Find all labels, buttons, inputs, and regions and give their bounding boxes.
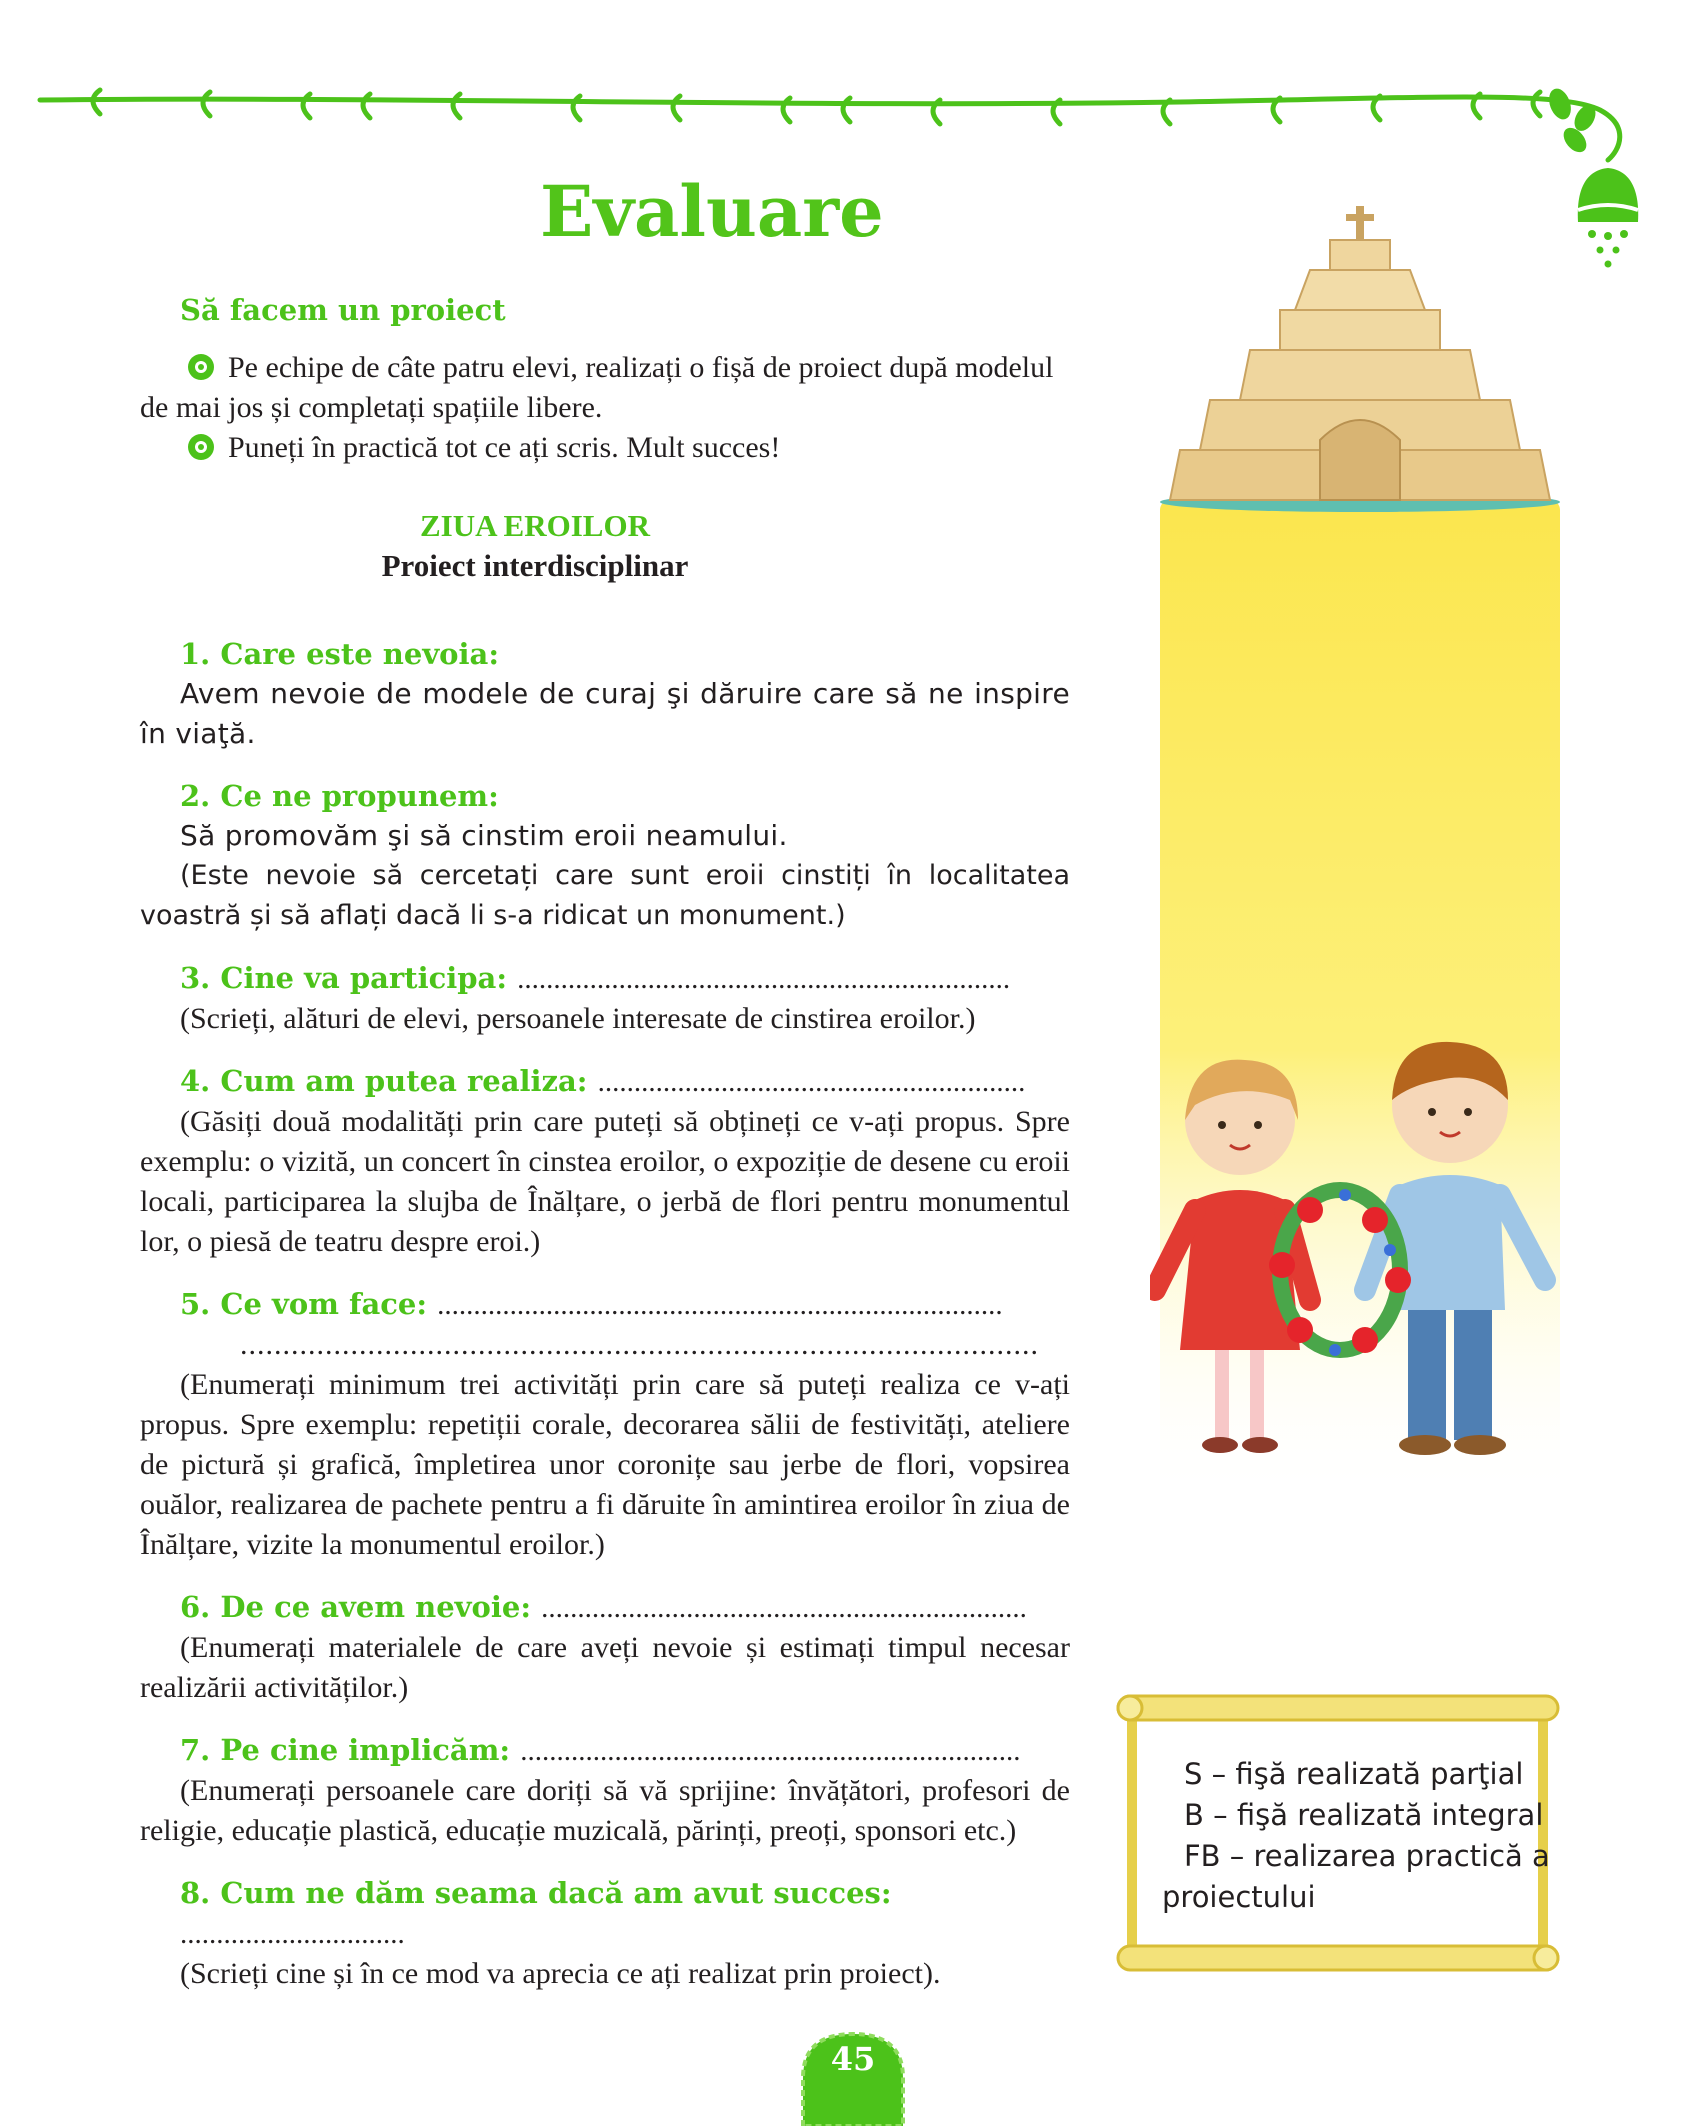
section-text: Să promovăm şi să cinstim eroii neamului. [180, 819, 788, 852]
assessment-line: FB – realizarea practică a [1184, 1839, 1550, 1873]
fill-in-dots[interactable]: .............................................................................................. [240, 1328, 1039, 1361]
section-2 [140, 776, 1070, 936]
section-5 [140, 1284, 1070, 1565]
assessment-legend [1162, 1754, 1550, 1918]
section-8 [140, 1873, 1070, 1994]
section-heading: 2. Ce ne propunem: [180, 779, 499, 813]
section-note: (Enumerați minimum trei activități prin care să puteți realiza ce v-ați propus. Spre exemplu: repetiții corale, decorarea sălii de festivități, ateliere de pictură și grafică, împletirea unor coronițe sau jerbe de flori, vopsirea ouălor, realizarea de pachete pentru a fi dăruite în amintirea eroilor în ziua de Înălțare, vizite la monumentul eroilor.) [140, 1368, 1070, 1561]
fill-in-dots[interactable]: ........................................................... [597, 1066, 1026, 1098]
intro-heading: Să facem un proiect [180, 293, 506, 327]
fill-in-dots[interactable]: .............................................................................. [437, 1289, 1003, 1321]
page-number: 45 [830, 2040, 876, 2078]
section-note: (Scrieți, alături de elevi, persoanele interesate de cinstirea eroilor.) [180, 1002, 976, 1035]
page-title: Evaluare [540, 170, 884, 253]
flower-bullet-icon [186, 432, 216, 462]
section-note: (Scrieți cine și în ce mod va aprecia ce ați realizat prin proiect). [180, 1957, 941, 1990]
section-heading: 6. De ce avem nevoie: [180, 1590, 532, 1624]
intro-bullet-2: Puneți în practică tot ce ați scris. Mult succes! [228, 431, 781, 464]
fill-in-dots[interactable]: ..................................................................... [520, 1735, 1021, 1767]
intro-bullet-1: Pe echipe de câte patru elevi, realizați o fișă de proiect după modelul de mai jos și completați spațiile libere. [140, 351, 1054, 424]
section-heading: 3. Cine va participa: [180, 961, 508, 995]
section-7 [140, 1730, 1070, 1851]
assessment-line: proiectului [1162, 1880, 1316, 1914]
section-1 [140, 634, 1070, 754]
section-note: (Enumerați materialele de care aveți nevoie și estimați timpul necesar realizării activităților.) [140, 1631, 1070, 1704]
assessment-line: B – fişă realizată integral [1184, 1798, 1544, 1832]
section-heading: 5. Ce vom face: [180, 1287, 428, 1321]
section-heading: 7. Pe cine implicăm: [180, 1733, 511, 1767]
monument-children-illustration [1150, 200, 1570, 1500]
section-heading: 1. Care este nevoia: [180, 637, 500, 671]
main-content [140, 290, 1070, 1994]
assessment-line: S – fişă realizată parţial [1184, 1757, 1524, 1791]
flower-bullet-icon [186, 352, 216, 382]
section-text: Avem nevoie de modele de curaj şi dăruire care să ne inspire în viaţă. [140, 677, 1070, 750]
section-note: (Este nevoie să cercetați care sunt eroii cinstiți în localitatea voastră și să aflați dacă li s-a ridicat un monument.) [140, 860, 1070, 931]
project-subtitle: Proiect interdisciplinar [381, 548, 689, 583]
section-note: (Enumerați persoanele care doriți să vă sprijine: învățători, profesori de religie, educație plastică, educație muzicală, părinți, preoți, sponsori etc.) [140, 1774, 1070, 1847]
section-6 [140, 1587, 1070, 1708]
bell-flower-icon [1578, 168, 1638, 268]
section-4 [140, 1061, 1070, 1262]
section-3 [140, 958, 1070, 1039]
project-title: ZIUA EROILOR [420, 508, 650, 543]
section-heading: 8. Cum ne dăm seama dacă am avut succes: [180, 1876, 892, 1910]
intro-instructions [140, 348, 1070, 468]
fill-in-dots[interactable]: ............................... [180, 1918, 405, 1950]
section-note: (Găsiți două modalități prin care puteți să obțineți ce v-ați propus. Spre exemplu: o vizită, un concert în cinstea eroilor, o expoziție de desene cu eroii locali, participarea la slujba de Înălțare, o jerbă de flori pentru monumentul lor, o piesă de teatru despre eroi.) [140, 1105, 1070, 1258]
fill-in-dots[interactable]: ................................................................... [541, 1592, 1027, 1624]
section-heading: 4. Cum am putea realiza: [180, 1064, 588, 1098]
monument-icon [1160, 206, 1560, 512]
fill-in-dots[interactable]: .................................................................... [517, 963, 1011, 995]
